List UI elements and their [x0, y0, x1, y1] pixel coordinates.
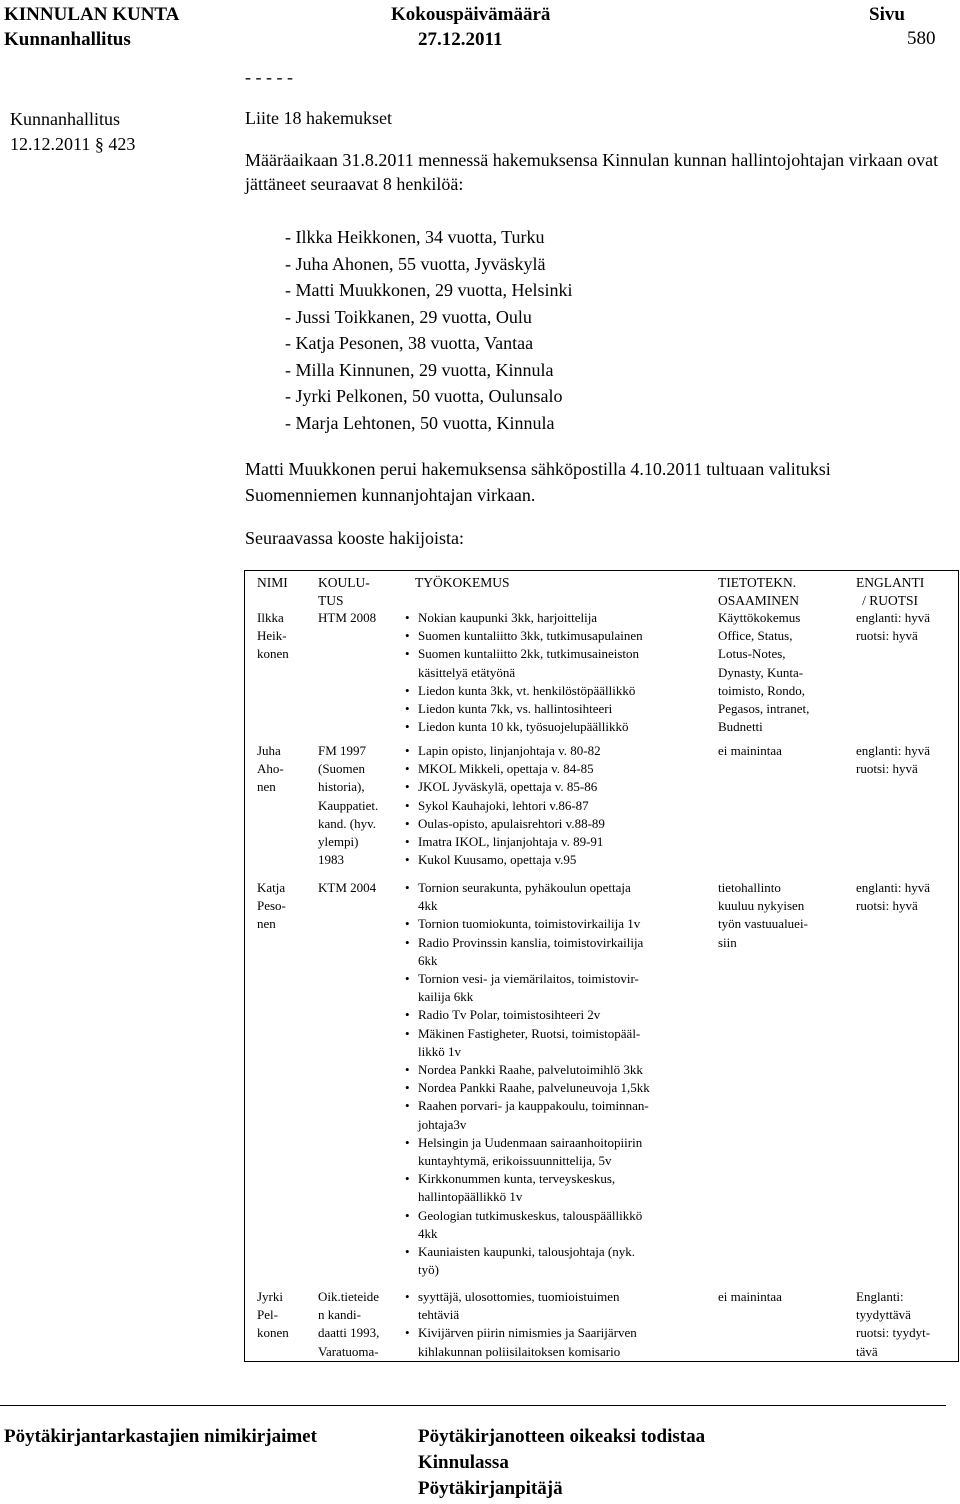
- languages-cell: [856, 609, 930, 645]
- it-skills-line: Pegasos, intranet,: [718, 701, 810, 717]
- education-line: (Suomen: [318, 761, 365, 777]
- experience-item: [405, 1170, 650, 1206]
- languages-line: ruotsi: hyvä: [856, 761, 918, 777]
- name-line: konen: [257, 1325, 289, 1341]
- applicant-name-cell: [257, 742, 284, 797]
- page-label: Sivu: [869, 4, 905, 25]
- it-skills-line: Lotus-Notes,: [718, 646, 786, 662]
- it-skills-line: toimisto, Rondo,: [718, 682, 806, 698]
- bullet-icon: •: [405, 682, 410, 698]
- experience-item: [405, 609, 643, 627]
- education-line: KTM 2004: [318, 880, 377, 895]
- footer-certification: Pöytäkirjanotteen oikeaksi todistaa: [418, 1426, 706, 1447]
- reference-line: [10, 134, 135, 155]
- bullet-icon: •: [405, 1134, 410, 1150]
- languages-line: ruotsi: hyvä: [856, 628, 918, 644]
- experience-line: johtaja3v: [418, 1116, 467, 1132]
- it-skills-line: ei mainintaa: [718, 743, 782, 758]
- experience-line: käsittelyä etätyönä: [418, 664, 516, 680]
- experience-line: Liedon kunta 7kk, vs. hallintosihteeri: [418, 701, 613, 717]
- header-education-line: TUS: [318, 593, 344, 609]
- experience-item: [405, 1243, 650, 1279]
- bullet-icon: •: [405, 779, 410, 795]
- applicant-item: - Matti Muukkonen, 29 vuotta, Helsinki: [285, 280, 573, 300]
- attachment-label: Liite 18 hakemukset: [245, 108, 392, 128]
- experience-item: [405, 1207, 650, 1243]
- bullet-icon: •: [405, 1289, 410, 1304]
- bullet-icon: •: [405, 834, 410, 850]
- experience-item: [405, 1097, 650, 1133]
- experience-line: 6kk: [418, 952, 438, 968]
- experience-list: [405, 879, 650, 1279]
- footer-secretary: Pöytäkirjanpitäjä: [418, 1478, 563, 1499]
- languages-cell: [856, 742, 930, 778]
- applicant-item: - Katja Pesonen, 38 vuotta, Vantaa: [285, 333, 534, 353]
- experience-item: [405, 700, 643, 718]
- bullet-icon: •: [405, 1098, 410, 1114]
- experience-line: kailija 6kk: [418, 989, 474, 1005]
- languages-cell: [856, 879, 930, 915]
- name-line: Katja: [257, 880, 286, 895]
- languages-line: englanti: hyvä: [856, 743, 931, 758]
- experience-line: Suomen kuntaliitto 3kk, tutkimusapulainen: [418, 628, 643, 644]
- bullet-icon: •: [405, 852, 410, 868]
- experience-item: [405, 760, 605, 778]
- bullet-icon: •: [405, 1325, 410, 1341]
- it-skills-line: Käyttökokemus: [718, 610, 801, 625]
- experience-line: Kauniaisten kaupunki, talousjohtaja (nyk.: [418, 1244, 635, 1260]
- experience-line: Sykol Kauhajoki, lehtori v.86-87: [418, 797, 589, 813]
- experience-item: [405, 627, 643, 645]
- experience-line: 4kk: [418, 898, 438, 914]
- bullet-icon: •: [405, 1207, 410, 1223]
- header-it-line: OSAAMINEN: [718, 593, 799, 609]
- experience-item: [405, 742, 605, 760]
- it-skills-line: Office, Status,: [718, 628, 793, 644]
- experience-line: Tornion vesi- ja viemärilaitos, toimistovir-: [418, 971, 639, 987]
- experience-item: [405, 1025, 650, 1061]
- bullet-icon: •: [405, 815, 410, 831]
- applicant-item: - Jussi Toikkanen, 29 vuotta, Oulu: [285, 306, 532, 327]
- experience-line: Liedon kunta 10 kk, työsuojelupäällikkö: [418, 719, 629, 735]
- section-symbol: §: [94, 134, 104, 154]
- applicant-item: - Milla Kinnunen, 29 vuotta, Kinnula: [285, 359, 554, 380]
- footer-place: Kinnulassa: [418, 1452, 509, 1473]
- education-line: n kandi-: [318, 1307, 361, 1323]
- experience-cell: [405, 1288, 637, 1361]
- intro-paragraph: Määräaikaan 31.8.2011 mennessä hakemuksensa Kinnulan kunnan hallintojohtajan virkaan ovat jättäneet seuraavat 8 henkilöä:: [245, 150, 939, 194]
- education-line: kand. (hyv.: [318, 815, 377, 831]
- experience-line: Geologian tutkimuskeskus, talouspäällikkö: [418, 1207, 643, 1223]
- experience-item: [405, 718, 643, 736]
- bullet-icon: •: [405, 628, 410, 644]
- experience-cell: [405, 742, 605, 869]
- name-line: Juha: [257, 743, 281, 758]
- withdrawal-note: Matti Muukkonen perui hakemuksensa sähköpostilla 4.10.2011 tultuaan valituksi Suomenniemen kunnanjohtajan virkaan.: [245, 459, 831, 505]
- applicant-item: - Jyrki Pelkonen, 50 vuotta, Oulunsalo: [285, 386, 563, 406]
- experience-list: [405, 609, 643, 736]
- experience-item: [405, 1006, 650, 1024]
- education-line: Kauppatiet.: [318, 797, 379, 813]
- applicant-summary-table: [244, 570, 959, 1362]
- it-skills-line: Dynasty, Kunta-: [718, 664, 804, 680]
- bullet-icon: •: [405, 797, 410, 813]
- education-line: ylempi): [318, 834, 359, 850]
- education-line: daatti 1993,: [318, 1325, 380, 1341]
- bullet-icon: •: [405, 1025, 410, 1041]
- experience-line: Radio Provinssin kanslia, toimistovirkailija: [418, 934, 644, 950]
- name-line: konen: [257, 646, 289, 662]
- header-education: [318, 574, 370, 610]
- experience-item: [405, 815, 605, 833]
- it-skills-cell: [718, 742, 782, 760]
- body-name: Kunnanhallitus: [4, 29, 131, 50]
- education-line: FM 1997: [318, 743, 367, 758]
- it-skills-cell: [718, 609, 809, 736]
- bullet-icon: •: [405, 1080, 410, 1096]
- languages-line: tävä: [856, 1343, 878, 1359]
- header-name: NIMI: [257, 575, 288, 590]
- applicant-name-cell: [257, 609, 289, 664]
- experience-line: Radio Tv Polar, toimistosihteeri 2v: [418, 1007, 601, 1023]
- footer-rule: [0, 1405, 946, 1406]
- education-line: Oik.tieteide: [318, 1289, 380, 1304]
- it-skills-cell: [718, 879, 808, 952]
- it-skills-line: kuuluu nykyisen: [718, 898, 805, 914]
- experience-line: Mäkinen Fastigheter, Ruotsi, toimistopääl-: [418, 1025, 641, 1041]
- education-line: 1983: [318, 852, 344, 868]
- education-line: historia),: [318, 779, 365, 795]
- experience-line: Nokian kaupunki 3kk, harjoittelija: [418, 610, 598, 625]
- experience-item: [405, 1079, 650, 1097]
- bullet-icon: •: [405, 1171, 410, 1187]
- experience-line: Nordea Pankki Raahe, palveluneuvoja 1,5kk: [418, 1080, 650, 1096]
- name-line: Aho-: [257, 761, 284, 777]
- experience-item: [405, 645, 643, 681]
- name-line: Heik-: [257, 628, 287, 644]
- education-cell: [318, 609, 376, 627]
- page-number: 580: [907, 28, 936, 49]
- languages-line: Englanti:: [856, 1289, 904, 1304]
- education-cell: [318, 879, 376, 897]
- name-line: Ilkka: [257, 610, 284, 625]
- applicant-item: - Juha Ahonen, 55 vuotta, Jyväskylä: [285, 253, 546, 274]
- experience-line: Liedon kunta 3kk, vt. henkilöstöpäällikkö: [418, 682, 636, 698]
- experience-line: Kirkkonummen kunta, terveyskeskus,: [418, 1171, 616, 1187]
- header-experience: TYÖKOKEMUS: [415, 575, 510, 590]
- education-line: Varatuoma-: [318, 1343, 379, 1359]
- municipality-name: KINNULAN KUNTA: [4, 4, 180, 25]
- experience-item: [405, 1324, 637, 1360]
- experience-item: [405, 1061, 650, 1079]
- experience-line: MKOL Mikkeli, opettaja v. 84-85: [418, 761, 594, 777]
- reference-body: Kunnanhallitus: [10, 109, 120, 129]
- experience-item: [405, 682, 643, 700]
- it-skills-line: Budnetti: [718, 719, 763, 735]
- header-education-line: KOULU-: [318, 575, 370, 590]
- experience-cell: [405, 609, 643, 736]
- name-line: nen: [257, 779, 276, 795]
- experience-line: työ): [418, 1262, 439, 1278]
- bullet-icon: •: [405, 934, 410, 950]
- header-languages-line: ENGLANTI: [856, 575, 925, 590]
- experience-line: Nordea Pankki Raahe, palvelutoimihlö 3kk: [418, 1062, 643, 1078]
- languages-cell: [856, 1288, 930, 1361]
- name-line: Jyrki: [257, 1289, 283, 1304]
- bullet-icon: •: [405, 646, 410, 662]
- experience-item: [405, 1134, 650, 1170]
- experience-item: [405, 778, 605, 796]
- experience-line: Suomen kuntaliitto 2kk, tutkimusaineiston: [418, 646, 639, 662]
- experience-item: [405, 851, 605, 869]
- experience-line: 4kk: [418, 1225, 438, 1241]
- experience-line: Tornion tuomiokunta, toimistovirkailija 1v: [418, 916, 641, 932]
- experience-line: hallintopäällikkö 1v: [418, 1189, 523, 1205]
- applicant-item: - Ilkka Heikkonen, 34 vuotta, Turku: [285, 227, 545, 247]
- bullet-icon: •: [405, 761, 410, 777]
- applicant-name-cell: [257, 1288, 289, 1343]
- experience-line: tehtäviä: [418, 1307, 460, 1323]
- experience-line: Oulas-opisto, apulaisrehtori v.88-89: [418, 815, 605, 831]
- experience-cell: [405, 879, 650, 1279]
- summary-heading: Seuraavassa kooste hakijoista:: [245, 528, 464, 548]
- experience-line: Imatra IKOL, linjanjohtaja v. 89-91: [418, 834, 604, 850]
- experience-list: [405, 742, 605, 869]
- header-it-skills: [718, 574, 799, 610]
- bullet-icon: •: [405, 1062, 410, 1078]
- bullet-icon: •: [405, 1244, 410, 1260]
- date-label: Kokouspäivämäärä: [391, 4, 551, 25]
- experience-item: [405, 934, 650, 970]
- experience-line: Helsingin ja Uudenmaan sairaanhoitopiirin: [418, 1134, 643, 1150]
- experience-item: [405, 797, 605, 815]
- reference-section: 423: [108, 134, 136, 154]
- experience-item: [405, 879, 650, 915]
- education-line: HTM 2008: [318, 610, 377, 625]
- experience-line: JKOL Jyväskylä, opettaja v. 85-86: [418, 779, 598, 795]
- bullet-icon: •: [405, 701, 410, 717]
- meeting-date: 27.12.2011: [418, 29, 503, 50]
- bullet-icon: •: [405, 971, 410, 987]
- education-cell: [318, 1288, 379, 1361]
- applicant-item: - Marja Lehtonen, 50 vuotta, Kinnula: [285, 412, 555, 433]
- bullet-icon: •: [405, 743, 410, 758]
- experience-item: [405, 833, 605, 851]
- it-skills-line: siin: [718, 934, 737, 950]
- experience-line: Kukol Kuusamo, opettaja v.95: [418, 852, 577, 868]
- experience-line: Kivijärven piirin nimismies ja Saarijärven: [418, 1325, 637, 1341]
- experience-line: syyttäjä, ulosottomies, tuomioistuimen: [418, 1289, 620, 1304]
- bullet-icon: •: [405, 610, 410, 625]
- languages-line: tyydyttävä: [856, 1307, 911, 1323]
- name-line: nen: [257, 916, 276, 932]
- experience-line: kihlakunnan poliisilaitoksen komisario: [418, 1343, 621, 1359]
- experience-line: kuntayhtymä, erikoissuunnittelija, 5v: [418, 1153, 612, 1169]
- bullet-icon: •: [405, 916, 410, 932]
- bullet-icon: •: [405, 880, 410, 895]
- languages-line: ruotsi: hyvä: [856, 898, 918, 914]
- experience-line: Lapin opisto, linjanjohtaja v. 80-82: [418, 743, 601, 758]
- experience-list: [405, 1288, 637, 1361]
- experience-item: [405, 970, 650, 1006]
- separator: - - - - -: [245, 67, 293, 87]
- header-languages-line: / RUOTSI: [862, 593, 919, 609]
- header-it-line: TIETOTEKN.: [718, 575, 797, 590]
- languages-line: englanti: hyvä: [856, 880, 931, 895]
- reference-date: 12.12.2011: [10, 134, 91, 154]
- applicant-name-cell: [257, 879, 286, 934]
- education-cell: [318, 742, 378, 869]
- it-skills-cell: [718, 1288, 782, 1306]
- experience-item: [405, 1288, 637, 1324]
- experience-line: Tornion seurakunta, pyhäkoulun opettaja: [418, 880, 631, 895]
- it-skills-line: ei mainintaa: [718, 1289, 782, 1304]
- experience-line: likkö 1v: [418, 1043, 461, 1059]
- applicant-list: [285, 224, 572, 436]
- bullet-icon: •: [405, 719, 410, 735]
- it-skills-line: työn vastuualuei-: [718, 916, 808, 932]
- header-languages: [856, 574, 924, 610]
- name-line: Peso-: [257, 898, 286, 914]
- experience-item: [405, 915, 650, 933]
- name-line: Pel-: [257, 1307, 278, 1323]
- languages-line: ruotsi: tyydyt-: [856, 1325, 931, 1341]
- experience-line: Raahen porvari- ja kauppakoulu, toiminnan-: [418, 1098, 649, 1114]
- languages-line: englanti: hyvä: [856, 610, 931, 625]
- it-skills-line: tietohallinto: [718, 880, 781, 895]
- bullet-icon: •: [405, 1007, 410, 1023]
- footer-initials-label: Pöytäkirjantarkastajien nimikirjaimet: [4, 1426, 317, 1447]
